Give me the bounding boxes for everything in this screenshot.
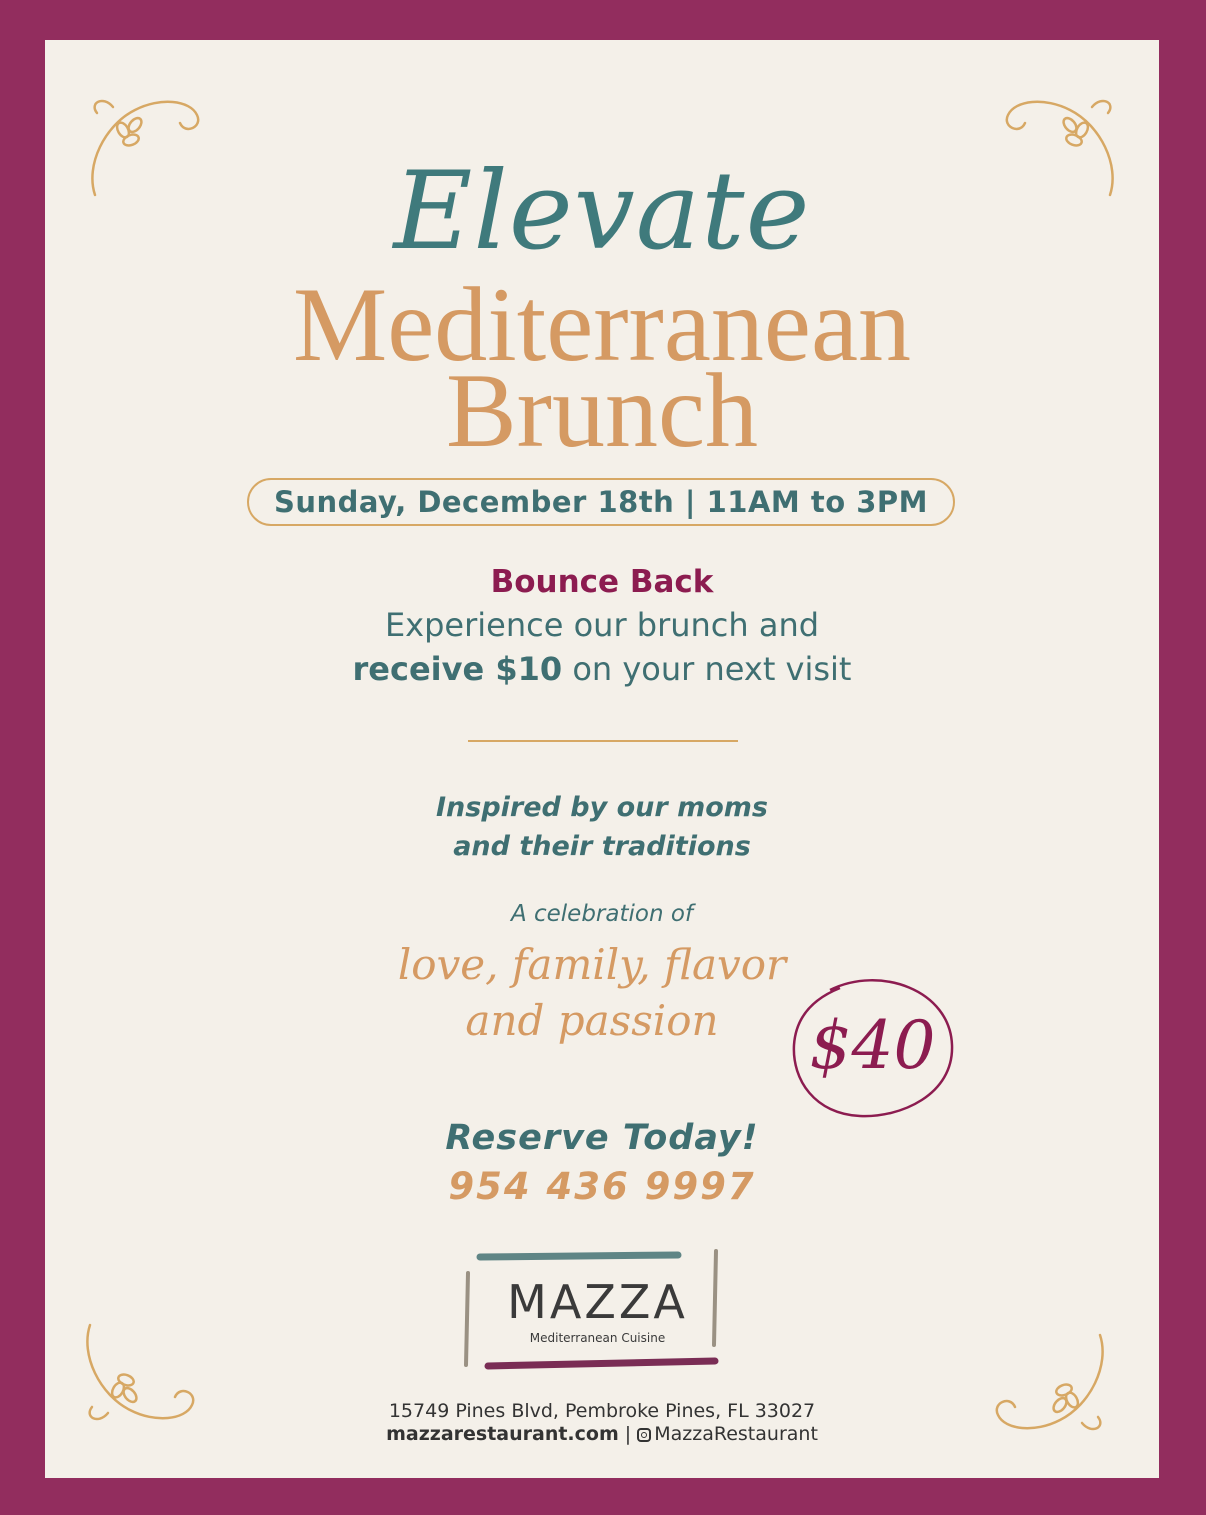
website-link[interactable]: mazzarestaurant.com [386,1423,619,1445]
bounce-back-line-1: Experience our brunch and [384,606,820,644]
reserve-phone[interactable]: 954 436 9997 [448,1165,756,1208]
event-date-pill: Sunday, December 18th | 11AM to 3PM [247,478,955,526]
celebration-intro: A celebration of [510,901,694,927]
bounce-back-title: Bounce Back [490,564,714,600]
logo-name: MAZZA [507,1275,688,1329]
bounce-back-offer-rest: on your next visit [562,650,852,688]
bounce-back-line-2 [45,650,1159,688]
logo-subtitle: Mediterranean Cuisine [529,1331,666,1345]
title-line-1: Mediterranean [293,266,911,383]
celebration-script-line-1: love, family, flavor [397,940,787,989]
instagram-icon [637,1428,651,1442]
price-badge [790,970,955,1120]
tagline-line-2: and their traditions [453,831,751,862]
flyer-page [45,40,1159,1478]
script-heading: Elevate [393,149,811,274]
instagram-handle[interactable]: MazzaRestaurant [654,1423,818,1445]
bounce-back-offer: receive $10 [352,650,563,688]
footer-address: 15749 Pines Blvd, Pembroke Pines, FL 33027 [388,1400,816,1422]
title-line-2: Brunch [445,352,759,469]
reserve-label: Reserve Today! [445,1118,759,1158]
tagline-line-1: Inspired by our moms [436,792,768,823]
celebration-script-line-2: and passion [465,996,719,1045]
divider [468,740,738,742]
footer-web [45,1423,1159,1445]
price-value: $40 [809,1006,936,1084]
footer-separator: | [618,1423,638,1445]
mazza-logo [460,1245,735,1375]
